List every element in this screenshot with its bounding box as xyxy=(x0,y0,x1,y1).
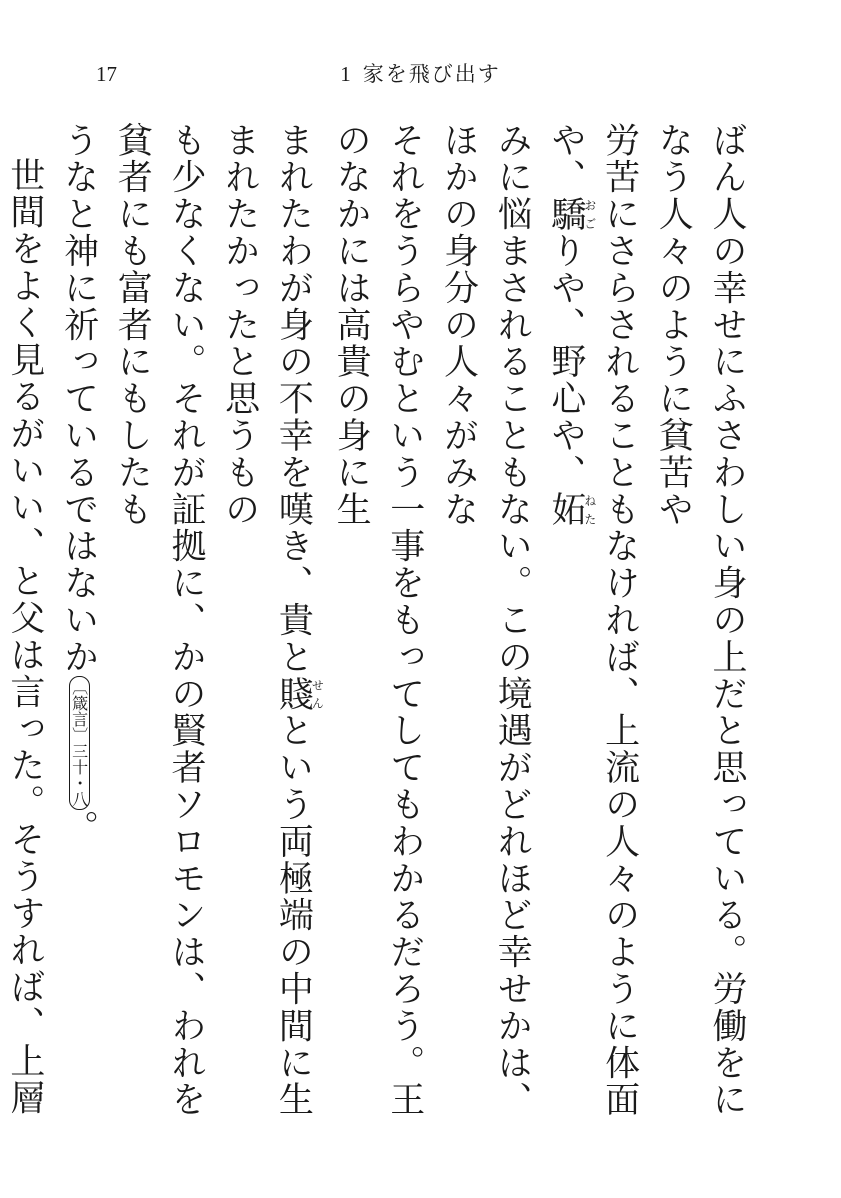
text-line: も少なくない。それが証拠に、かの賢者ソロモンは、われを貧者にも富者にもしたも xyxy=(112,122,206,1119)
paragraph-1 xyxy=(51,122,753,1140)
chapter-title: 家を飛び出す xyxy=(362,62,501,86)
text-line: みに悩まされることもない。この境遇がどれほど幸せかは、ほかの身分の人々がみな xyxy=(438,122,533,1119)
citation: 〔箴言〕三十・八 xyxy=(69,676,90,810)
text-line-with-citation: うなと神に祈っているではないか〔箴言〕三十・八。 xyxy=(58,122,99,847)
ruby-sen: 賤せん xyxy=(273,675,325,713)
text-line-with-ruby: 労苦にさらされることもなければ、上流の人々のように体面や、驕おごりや、野心や、妬ねた xyxy=(545,122,640,1119)
ruby-netami: 妬ねた xyxy=(545,491,597,528)
paragraph-2 xyxy=(0,122,51,1140)
body-text xyxy=(4,122,753,1140)
running-head xyxy=(0,62,841,86)
text-line: ばん人の幸せにふさわしい身の上だと思っている。労働をになう人々のように貧苦や xyxy=(653,122,747,1119)
page-number: 17 xyxy=(96,62,117,86)
text-line: 世間をよく見るがいい、と父は言った。そうすれば、上層 xyxy=(4,157,45,1117)
text-line: それをうらやむという一事をもってしてもわかるだろう。王のなかには高貴の身に生 xyxy=(331,122,425,1119)
ruby-ogori: 驕おご xyxy=(545,195,597,233)
chapter-number: 1 xyxy=(340,62,353,86)
text-line-with-ruby: まれたわが身の不幸を嘆き、貴と賤せんという両極端の中間に生まれたかったと思うもの xyxy=(219,122,325,1119)
